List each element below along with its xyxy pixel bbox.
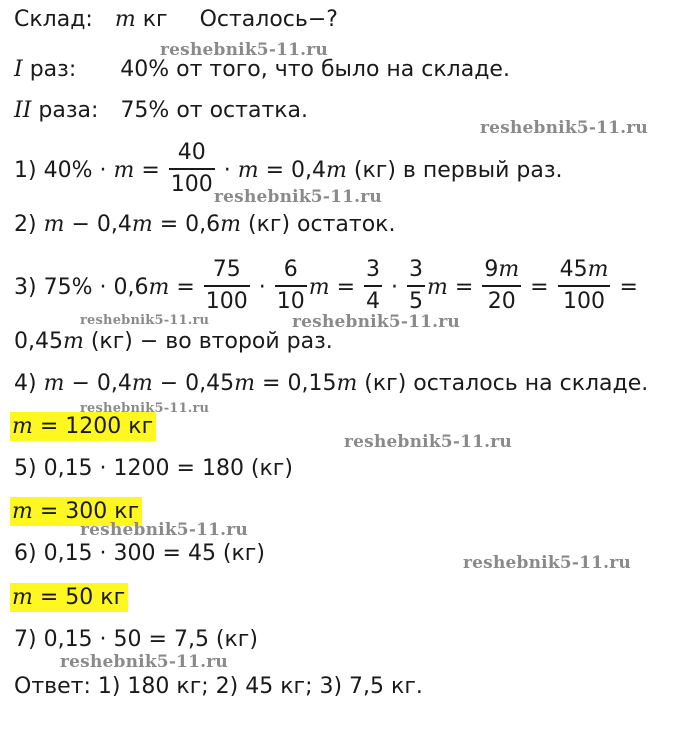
line5-text: 5) 0,15 · 1200 = 180 (кг) <box>14 456 293 481</box>
watermark: reshebnik5-11.ru <box>344 432 512 452</box>
fraction-numerator: 3 <box>366 257 381 282</box>
var-m: m <box>12 414 33 439</box>
numerator-coefficient: 9 <box>484 257 499 282</box>
roman-II: II <box>14 98 32 123</box>
case-1-line <box>10 412 156 442</box>
equals-sign: = <box>134 158 167 183</box>
equals-sign: = <box>447 275 481 300</box>
var-m: m <box>62 329 84 354</box>
solution-line-4 <box>14 369 648 399</box>
line4-pre: 4) <box>14 371 44 396</box>
answer-text: Ответ: 1) 180 кг; 2) 45 кг; 3) 7,5 кг. <box>14 674 423 699</box>
var-m: m <box>427 275 448 300</box>
step-II-label: раза: <box>38 98 99 123</box>
var-m: m <box>43 371 65 396</box>
case-1-value: = 1200 кг <box>32 414 154 439</box>
fraction-numerator: 75 <box>212 257 241 282</box>
var-m: m <box>114 7 136 32</box>
fraction-denominator: 5 <box>407 285 425 317</box>
fraction-9m-20 <box>482 255 521 317</box>
var-m: m <box>220 212 242 237</box>
line1-post: (кг) в первый раз. <box>346 158 563 183</box>
line6-text: 6) 0,15 · 300 = 45 (кг) <box>14 541 265 566</box>
fraction-denominator: 100 <box>204 285 250 317</box>
fraction-numerator: 40 <box>177 140 206 165</box>
line4-mid3: = 0,15 <box>255 371 337 396</box>
ostalos-label: Осталось−? <box>199 7 338 32</box>
roman-I: I <box>14 57 23 82</box>
solution-line-5 <box>14 454 293 484</box>
watermark: reshebnik5-11.ru <box>80 520 248 540</box>
var-m: m <box>43 212 65 237</box>
step-II-text: 75% от остатка. <box>120 98 309 123</box>
answer-line <box>14 672 423 702</box>
watermark: reshebnik5-11.ru <box>463 553 631 573</box>
var-m: m <box>148 275 170 300</box>
fraction-numerator <box>558 255 611 285</box>
fraction-3-5 <box>407 255 425 317</box>
fraction-45m-100 <box>558 255 611 317</box>
line1-value: = 0,4 <box>258 158 327 183</box>
fraction-denominator: 20 <box>482 285 521 317</box>
fraction-3-4 <box>364 255 382 317</box>
line3-pre: 3) 75% · 0,6 <box>14 275 149 300</box>
equals-sign: = <box>329 275 363 300</box>
kg-unit: кг <box>142 7 168 32</box>
var-m: m <box>498 257 520 282</box>
var-m: m <box>12 499 33 524</box>
line3b-post: (кг) − во второй раз. <box>83 329 333 354</box>
watermark: reshebnik5-11.ru <box>60 652 228 672</box>
fraction-numerator <box>482 255 521 285</box>
fraction-75-100 <box>204 255 250 317</box>
var-m: m <box>131 371 153 396</box>
equals-sign: = <box>523 275 556 300</box>
case-3-highlight <box>10 583 128 612</box>
fraction-numerator: 3 <box>409 257 424 282</box>
watermark: reshebnik5-11.ru <box>80 401 210 416</box>
line7-text: 7) 0,15 · 50 = 7,5 (кг) <box>14 627 258 652</box>
solution-line-6 <box>14 539 265 569</box>
dot-operator: · <box>384 275 406 300</box>
fraction-numerator: 6 <box>283 257 298 282</box>
fraction-denominator: 100 <box>169 168 215 200</box>
var-m: m <box>12 585 33 610</box>
var-m: m <box>234 371 256 396</box>
line2-mid1: − 0,4 <box>64 212 132 237</box>
var-m: m <box>587 257 609 282</box>
watermark: reshebnik5-11.ru <box>480 118 648 138</box>
dot-operator: · <box>216 158 238 183</box>
solution-line-3b <box>14 327 333 357</box>
fraction-40-100 <box>169 138 215 200</box>
case-1-highlight <box>10 412 156 441</box>
equals-sign: = <box>612 275 638 300</box>
var-m: m <box>308 275 330 300</box>
line1-pre: 1) 40% · <box>14 158 114 183</box>
fraction-denominator: 4 <box>364 285 382 317</box>
fraction-denominator: 100 <box>558 285 611 317</box>
fraction-6-10 <box>275 255 307 317</box>
var-m: m <box>336 371 358 396</box>
step-I-label: раз: <box>29 57 77 82</box>
line2-mid2: = 0,6 <box>152 212 221 237</box>
step-II-line <box>14 96 308 126</box>
numerator-coefficient: 45 <box>559 257 588 282</box>
watermark: reshebnik5-11.ru <box>214 187 382 207</box>
sklad-label: Склад: <box>14 7 93 32</box>
line2-pre: 2) <box>14 212 44 237</box>
line4-mid1: − 0,4 <box>64 371 132 396</box>
watermark: reshebnik5-11.ru <box>80 313 210 328</box>
var-m: m <box>237 158 259 183</box>
line2-post: (кг) остаток. <box>241 212 396 237</box>
fraction-denominator: 10 <box>275 285 307 317</box>
solution-line-3 <box>14 257 638 319</box>
step-I-text: 40% от того, что было на складе. <box>120 57 510 82</box>
dot-operator: · <box>251 275 273 300</box>
solution-line-7 <box>14 625 258 655</box>
var-m: m <box>326 158 347 183</box>
var-m: m <box>113 158 135 183</box>
solution-line-2 <box>14 210 395 240</box>
watermark: reshebnik5-11.ru <box>292 312 460 332</box>
watermark: reshebnik5-11.ru <box>160 40 328 60</box>
line4-post: (кг) осталось на складе. <box>357 371 649 396</box>
line4-mid2: − 0,45 <box>152 371 235 396</box>
case-3-line <box>10 583 128 613</box>
case-2-value: = 300 кг <box>32 499 140 524</box>
equals-sign: = <box>169 275 202 300</box>
header-line <box>14 5 338 35</box>
var-m: m <box>131 212 153 237</box>
case-3-value: = 50 кг <box>32 585 126 610</box>
line3b-pre: 0,45 <box>14 329 63 354</box>
